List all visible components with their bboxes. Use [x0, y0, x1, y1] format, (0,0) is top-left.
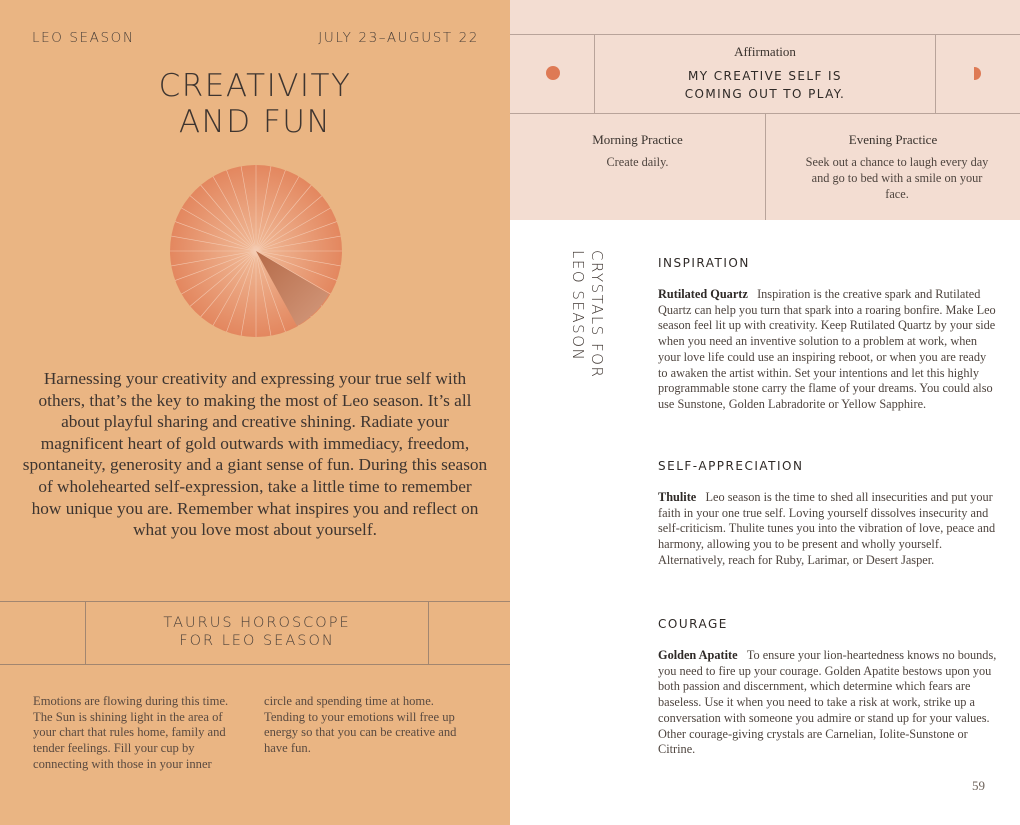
affirmation-line-2: COMING OUT TO PLAY.: [684, 87, 846, 101]
evening-practice-label: Evening Practice: [848, 132, 938, 147]
full-circle-icon: [546, 66, 560, 80]
title-line-2: AND FUN: [178, 104, 332, 140]
divider-top: [0, 601, 510, 602]
title-line-1: CREATIVITY: [158, 68, 352, 104]
section-heading-courage: COURAGE: [658, 617, 728, 631]
page-number: 59: [972, 778, 985, 793]
horoscope-title: [86, 614, 428, 650]
horoscope-title-line-2: FOR LEO SEASON: [179, 633, 335, 649]
section-body-inspiration: [658, 287, 998, 413]
crystal-name: Thulite: [658, 490, 697, 504]
horoscope-title-line-1: TAURUS HOROSCOPE: [163, 615, 351, 631]
divider-right: [428, 601, 429, 665]
affirmation-label: Affirmation: [734, 44, 796, 59]
page-title: [0, 68, 510, 140]
season-label: LEO SEASON: [32, 30, 135, 46]
section-text: To ensure your lion-heartedness knows no bounds, you need to fire up your courage. Golden Apatite bestows upon you both passion and discernment, which determine which fears are baseless. Use it when you need to take a risk at work, strike up a conversation with someone you admire or stand up for your values. Other courage-giving crystals are Carnelian, Iolite-Sunstone or Citrine.: [658, 648, 997, 757]
zodiac-wheel-illustration: [169, 164, 343, 338]
crystal-name: Rutilated Quartz: [658, 287, 748, 301]
crystal-name: Golden Apatite: [658, 648, 738, 662]
morning-practice-text: Create daily.: [606, 155, 669, 169]
section-body-courage: [658, 648, 998, 758]
crystals-vertical-title: [568, 250, 606, 378]
evening-practice-text: Seek out a chance to laugh every day and go to bed with a smile on your face.: [805, 155, 989, 201]
morning-practice-label: Morning Practice: [592, 132, 683, 147]
section-text: Leo season is the time to shed all insecurities and put your faith in your one true self. Loving yourself dissolves insecurity and self-criticism. Thulite tunes you into the vibration of love, peace and harmony, allowing you to be present and wholly yourself. Alternatively, reach for Ruby, Larimar, or Desert Jasper.: [658, 490, 996, 567]
vertical-title-line-2: LEO SEASON: [569, 250, 587, 362]
season-dates: JULY 23–AUGUST 22: [318, 30, 479, 46]
vertical-title-line-1: CRYSTALS FOR: [588, 250, 606, 379]
right-page: [510, 0, 1020, 825]
affirmation-line-1: MY CREATIVE SELF IS: [688, 69, 842, 83]
affirmation-text: [595, 67, 935, 103]
panel-rule-right: [935, 34, 936, 113]
horoscope-column-2: circle and spending time at home. Tending to your emotions will free up energy so that you can be creative and have fun.: [264, 694, 457, 756]
panel-rule-top: [510, 34, 1020, 35]
horoscope-column-1: Emotions are flowing during this time. The Sun is shining light in the area of your chart that rules home, family and tender feelings. Fill your cup by connecting with those in your inner: [33, 694, 229, 771]
intro-paragraph: Harnessing your creativity and expressing your true self with others, that’s the key to making the most of Leo season. It’s all about playful sharing and creative shining. Radiate your magnificent heart of gold outwards with immediacy, freedom, spontaneity, generosity and a giant sense of fun. During this season of wholehearted self-expression, take a little time to remember how unique you are. Remember what inspires you and reflect on what you love most about yourself.: [22, 369, 488, 540]
section-heading-inspiration: INSPIRATION: [658, 256, 750, 270]
section-body-self-appreciation: [658, 490, 998, 569]
divider-bottom: [0, 664, 510, 665]
panel-rule-center: [765, 113, 766, 220]
section-heading-self-appreciation: SELF-APPRECIATION: [658, 459, 804, 473]
section-text: Inspiration is the creative spark and Rutilated Quartz can help you turn that spark into a roaring bonfire. Make Leo season feel lit up with creativity. Keep Rutilated Quartz by your side when you need an inventive solution to a problem at work, when your love life could use an inspiring reboot, or when you are ready to awaken the artist within. Set your intentions and let this highly programmable stone carry the flame of your dreams. You could also use Sunstone, Golden Labradorite or Yellow Sapphire.: [658, 287, 996, 411]
